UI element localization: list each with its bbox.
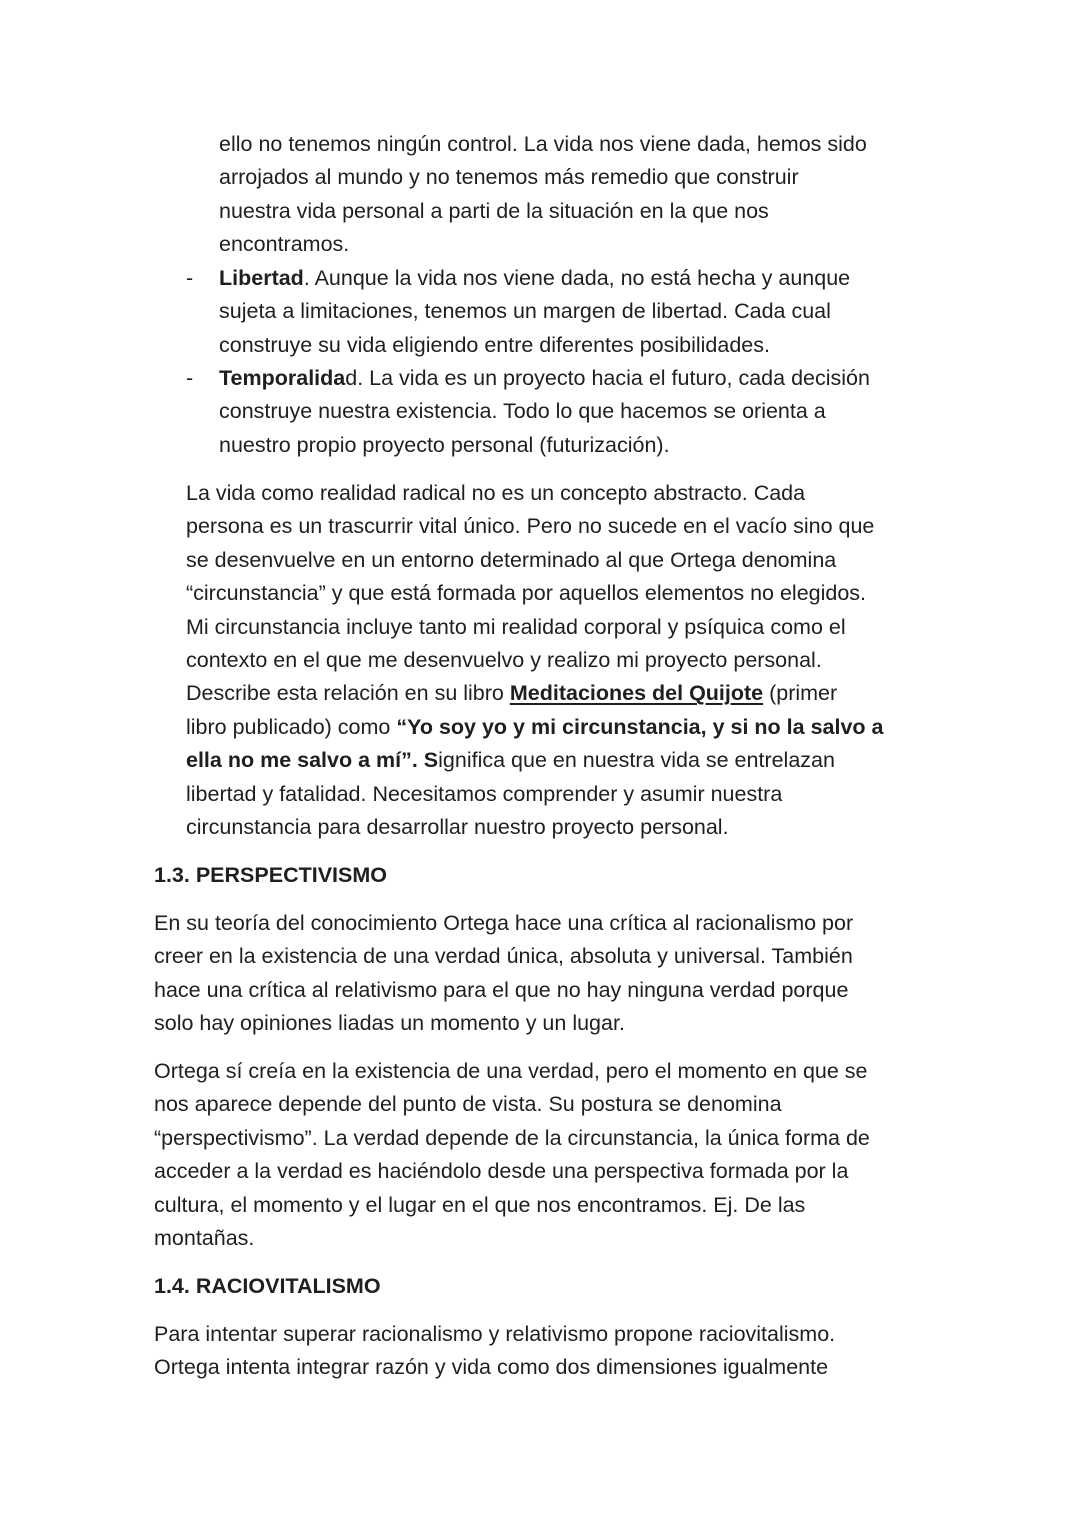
text-line: cultura, el momento y el lugar en el que nos encontramos. Ej. De las <box>154 1192 806 1217</box>
paragraph <box>154 907 853 1041</box>
text-line: hace una crítica al relativismo para el que no hay ninguna verdad porque <box>154 977 849 1002</box>
text-line: nuestro propio proyecto personal (futurización). <box>219 432 670 457</box>
text-line: “circunstancia” y que está formada por aquellos elementos no elegidos. <box>186 581 867 606</box>
text-line: circunstancia para desarrollar nuestro proyecto personal. <box>186 815 729 840</box>
bullet-term: Libertad <box>219 266 304 290</box>
text-line: contexto en el que me desenvuelvo y realizo mi proyecto personal. <box>186 648 822 673</box>
text-line: Para intentar superar racionalismo y relativismo propone raciovitalismo. <box>154 1322 836 1346</box>
text-line: persona es un trascurrir vital único. Pero no sucede en el vacío sino que <box>186 514 875 539</box>
text-line: solo hay opiniones liadas un momento y un lugar. <box>154 1011 625 1036</box>
quote-text: ella no me salvo a mí”. S <box>186 748 439 773</box>
text-line <box>186 711 883 744</box>
bullet-dash: - <box>186 366 194 390</box>
text-line: En su teoría del conocimiento Ortega hace una crítica al racionalismo por <box>154 911 854 935</box>
text-line: creer en la existencia de una verdad única, absoluta y universal. También <box>154 944 853 969</box>
text-line <box>219 262 850 295</box>
bullet-dash: - <box>186 266 194 290</box>
text-line: encontramos. <box>219 232 350 257</box>
bullet-continuation <box>219 128 867 262</box>
text-line: nos aparece depende del punto de vista. Su postura se denomina <box>154 1092 782 1117</box>
circumstance-paragraph <box>186 477 883 844</box>
text-line <box>186 677 883 710</box>
text-line: Mi circunstancia incluye tanto mi realidad corporal y psíquica como el <box>186 614 846 639</box>
text-line: Ortega sí creía en la existencia de una verdad, pero el momento en que se <box>154 1059 868 1083</box>
bullet-term: Temporalida <box>219 366 346 390</box>
text-line: sujeta a limitaciones, tenemos un margen de libertad. Cada cual <box>219 299 831 324</box>
text-line: “perspectivismo”. La verdad depende de la circunstancia, la única forma de <box>154 1125 870 1150</box>
text-span: ignifica que en nuestra vida se entrelazan <box>438 748 835 773</box>
text-line <box>219 362 870 395</box>
quote-text: “Yo soy yo y mi circunstancia, y si no la salvo a <box>396 714 884 739</box>
text-line: nuestra vida personal a parti de la situación en la que nos <box>219 198 769 223</box>
text-line: La vida como realidad radical no es un concepto abstracto. Cada <box>186 481 806 505</box>
text-line: libertad y fatalidad. Necesitamos comprender y asumir nuestra <box>186 781 783 806</box>
text-line: acceder a la verdad es haciéndolo desde una perspectiva formada por la <box>154 1159 849 1184</box>
text-span: d <box>345 366 358 390</box>
paragraph <box>154 1055 870 1255</box>
text-line: construye nuestra existencia. Todo lo que hacemos se orienta a <box>219 399 826 424</box>
paragraph <box>154 1318 835 1385</box>
book-title: Meditaciones del Quijote <box>509 681 764 706</box>
text-span: (primer <box>763 681 838 706</box>
section-heading: 1.4. RACIOVITALISMO <box>154 1274 381 1298</box>
text-line: montañas. <box>154 1226 255 1251</box>
bullet-body <box>219 262 850 362</box>
text-line: Ortega intenta integrar razón y vida como dos dimensiones igualmente <box>154 1355 829 1380</box>
text-line: construye su vida eligiendo entre diferentes posibilidades. <box>219 332 770 357</box>
text-span: Describe esta relación en su libro <box>186 681 510 706</box>
text-span: libro publicado) como <box>186 714 397 739</box>
text-line: se desenvuelve en un entorno determinado al que Ortega denomina <box>186 547 837 572</box>
section-heading: 1.3. PERSPECTIVISMO <box>154 863 387 887</box>
text-span: . Aunque la vida nos viene dada, no está hecha y aunque <box>303 266 851 290</box>
text-line: arrojados al mundo y no tenemos más remedio que construir <box>219 165 799 190</box>
text-span: . La vida es un proyecto hacia el futuro, cada decisión <box>357 366 870 390</box>
text-line: ello no tenemos ningún control. La vida nos viene dada, hemos sido <box>219 132 867 156</box>
bullet-body <box>219 362 870 462</box>
text-line <box>186 744 883 777</box>
